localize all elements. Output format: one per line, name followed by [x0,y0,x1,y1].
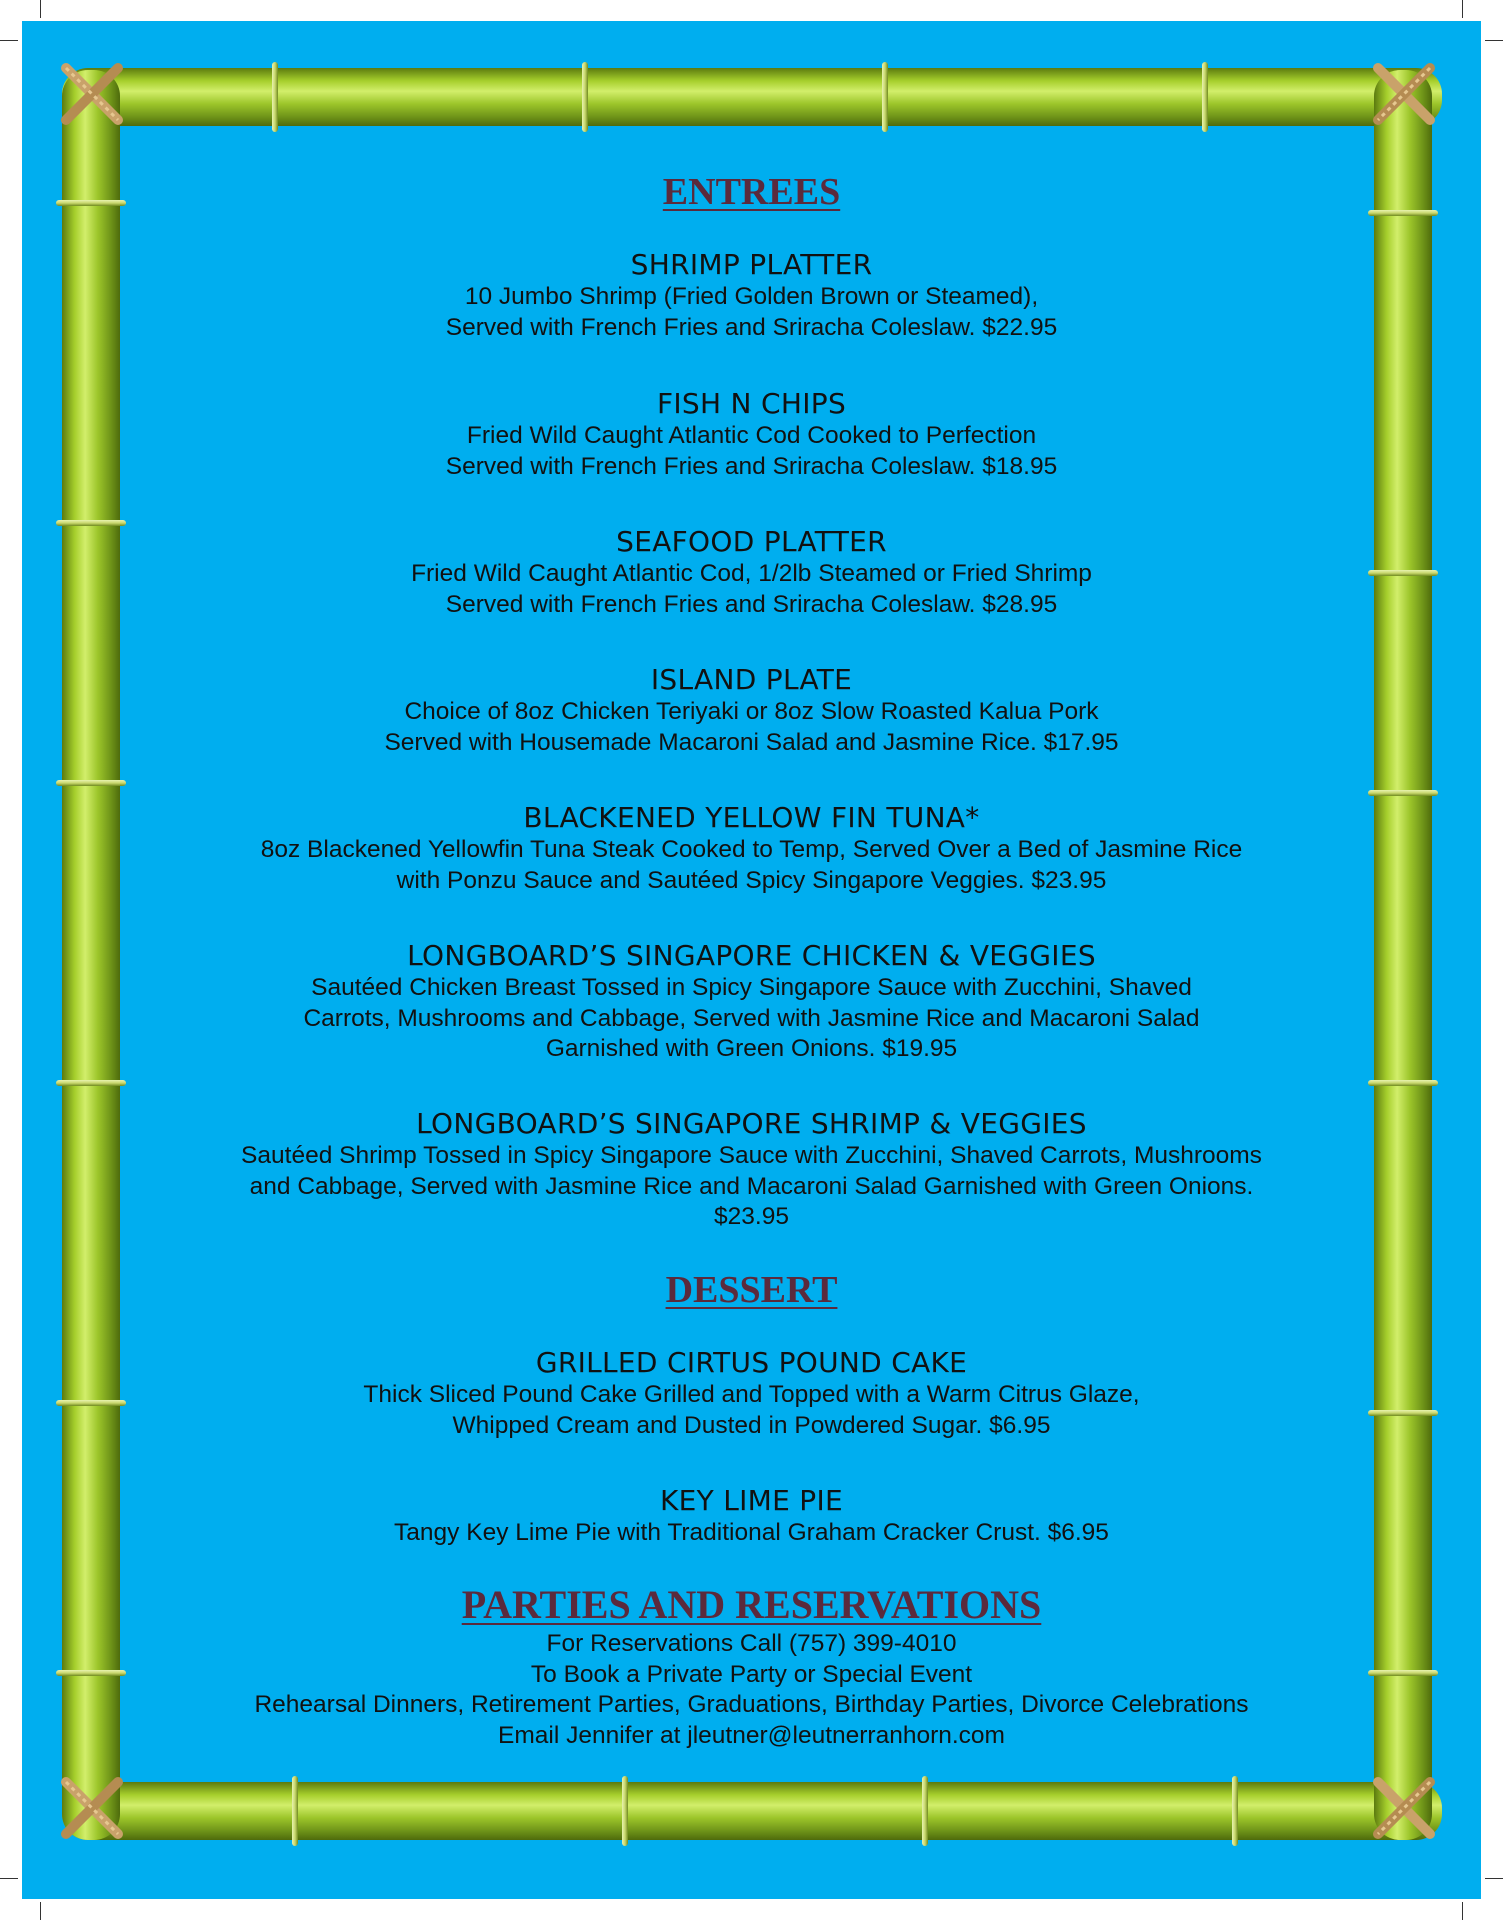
rope-knot-icon [1372,1776,1436,1840]
bamboo-bottom [62,1782,1442,1840]
item-description: Choice of 8oz Chicken Teriyaki or 8oz Slow Roasted Kalua Pork [404,698,1099,725]
crop-mark [0,1878,18,1879]
item-title: ISLAND PLATE [650,663,853,696]
parties-info [0,1629,1503,1751]
entrees-heading: ENTREES [662,171,841,213]
menu-item-island-plate [0,663,1503,758]
private-party-line: To Book a Private Party or Special Event [530,1660,973,1688]
item-title: KEY LIME PIE [659,1484,844,1517]
crop-mark [1462,0,1463,18]
item-description: Served with French Fries and Sriracha Coleslaw. $22.95 [445,313,1058,341]
item-description: $23.95 [714,1203,789,1230]
item-title: SEAFOOD PLATTER [616,525,887,558]
crop-mark [0,40,18,41]
menu-item-shrimp-platter [0,248,1503,343]
menu-item-blackened-tuna [0,801,1503,896]
item-description: Sautéed Shrimp Tossed in Spicy Singapore Sauce with Zucchini, Shaved Carrots, Mushrooms [241,1142,1262,1169]
item-description: with Ponzu Sauce and Sautéed Spicy Singapore Veggies. $23.95 [396,866,1107,894]
rope-knot-icon [60,62,124,126]
item-description: and Cabbage, Served with Jasmine Rice and Macaroni Salad Garnished with Green Onions. [249,1172,1254,1200]
menu-item-pound-cake [0,1346,1503,1441]
item-title: LONGBOARD’S SINGAPORE SHRIMP & VEGGIES [416,1107,1087,1140]
item-title: SHRIMP PLATTER [630,248,873,281]
item-title: LONGBOARD’S SINGAPORE CHICKEN & VEGGIES [407,939,1096,972]
item-description: Garnished with Green Onions. $19.95 [545,1035,958,1062]
parties-heading: PARTIES AND RESERVATIONS [461,1582,1042,1627]
item-description: Sautéed Chicken Breast Tossed in Spicy Singapore Sauce with Zucchini, Shaved [311,974,1192,1001]
reservation-phone: For Reservations Call (757) 399-4010 [546,1630,957,1657]
menu-item-key-lime-pie [0,1484,1503,1549]
item-description: Tangy Key Lime Pie with Traditional Graham Cracker Crust. $6.95 [394,1519,1109,1546]
item-description: Fried Wild Caught Atlantic Cod, 1/2lb Steamed or Fried Shrimp [411,560,1092,587]
bamboo-top [62,68,1442,126]
crop-mark [1485,1878,1503,1879]
menu-item-singapore-shrimp [0,1107,1503,1233]
menu-item-fish-n-chips [0,387,1503,482]
event-types-line: Rehearsal Dinners, Retirement Parties, Graduations, Birthday Parties, Divorce Celebrations [254,1691,1249,1718]
crop-mark [40,0,41,18]
crop-mark [1462,1902,1463,1920]
item-description: 8oz Blackened Yellowfin Tuna Steak Cooked to Temp, Served Over a Bed of Jasmine Rice [260,836,1243,863]
rope-knot-icon [60,1776,124,1840]
item-title: GRILLED CIRTUS POUND CAKE [535,1346,968,1379]
item-description: Whipped Cream and Dusted in Powdered Sugar. $6.95 [452,1411,1051,1439]
item-description: Carrots, Mushrooms and Cabbage, Served with Jasmine Rice and Macaroni Salad [303,1004,1200,1032]
item-description: Served with Housemade Macaroni Salad and Jasmine Rice. $17.95 [384,728,1119,756]
dessert-heading: DESSERT [665,1269,838,1311]
item-description: Thick Sliced Pound Cake Grilled and Topped with a Warm Citrus Glaze, [363,1381,1140,1408]
contact-email: Email Jennifer at jleutner@leutnerranhorn.com [498,1721,1005,1749]
item-description: Served with French Fries and Sriracha Coleslaw. $28.95 [445,590,1058,618]
crop-mark [40,1902,41,1920]
crop-mark [1485,40,1503,41]
item-description: Fried Wild Caught Atlantic Cod Cooked to Perfection [466,422,1037,449]
menu-item-singapore-chicken [0,939,1503,1065]
item-description: 10 Jumbo Shrimp (Fried Golden Brown or Steamed), [464,283,1039,310]
menu-item-seafood-platter [0,525,1503,620]
item-title: FISH N CHIPS [656,387,847,420]
item-description: Served with French Fries and Sriracha Coleslaw. $18.95 [445,452,1058,480]
rope-knot-icon [1372,62,1436,126]
item-title: BLACKENED YELLOW FIN TUNA* [523,801,980,834]
